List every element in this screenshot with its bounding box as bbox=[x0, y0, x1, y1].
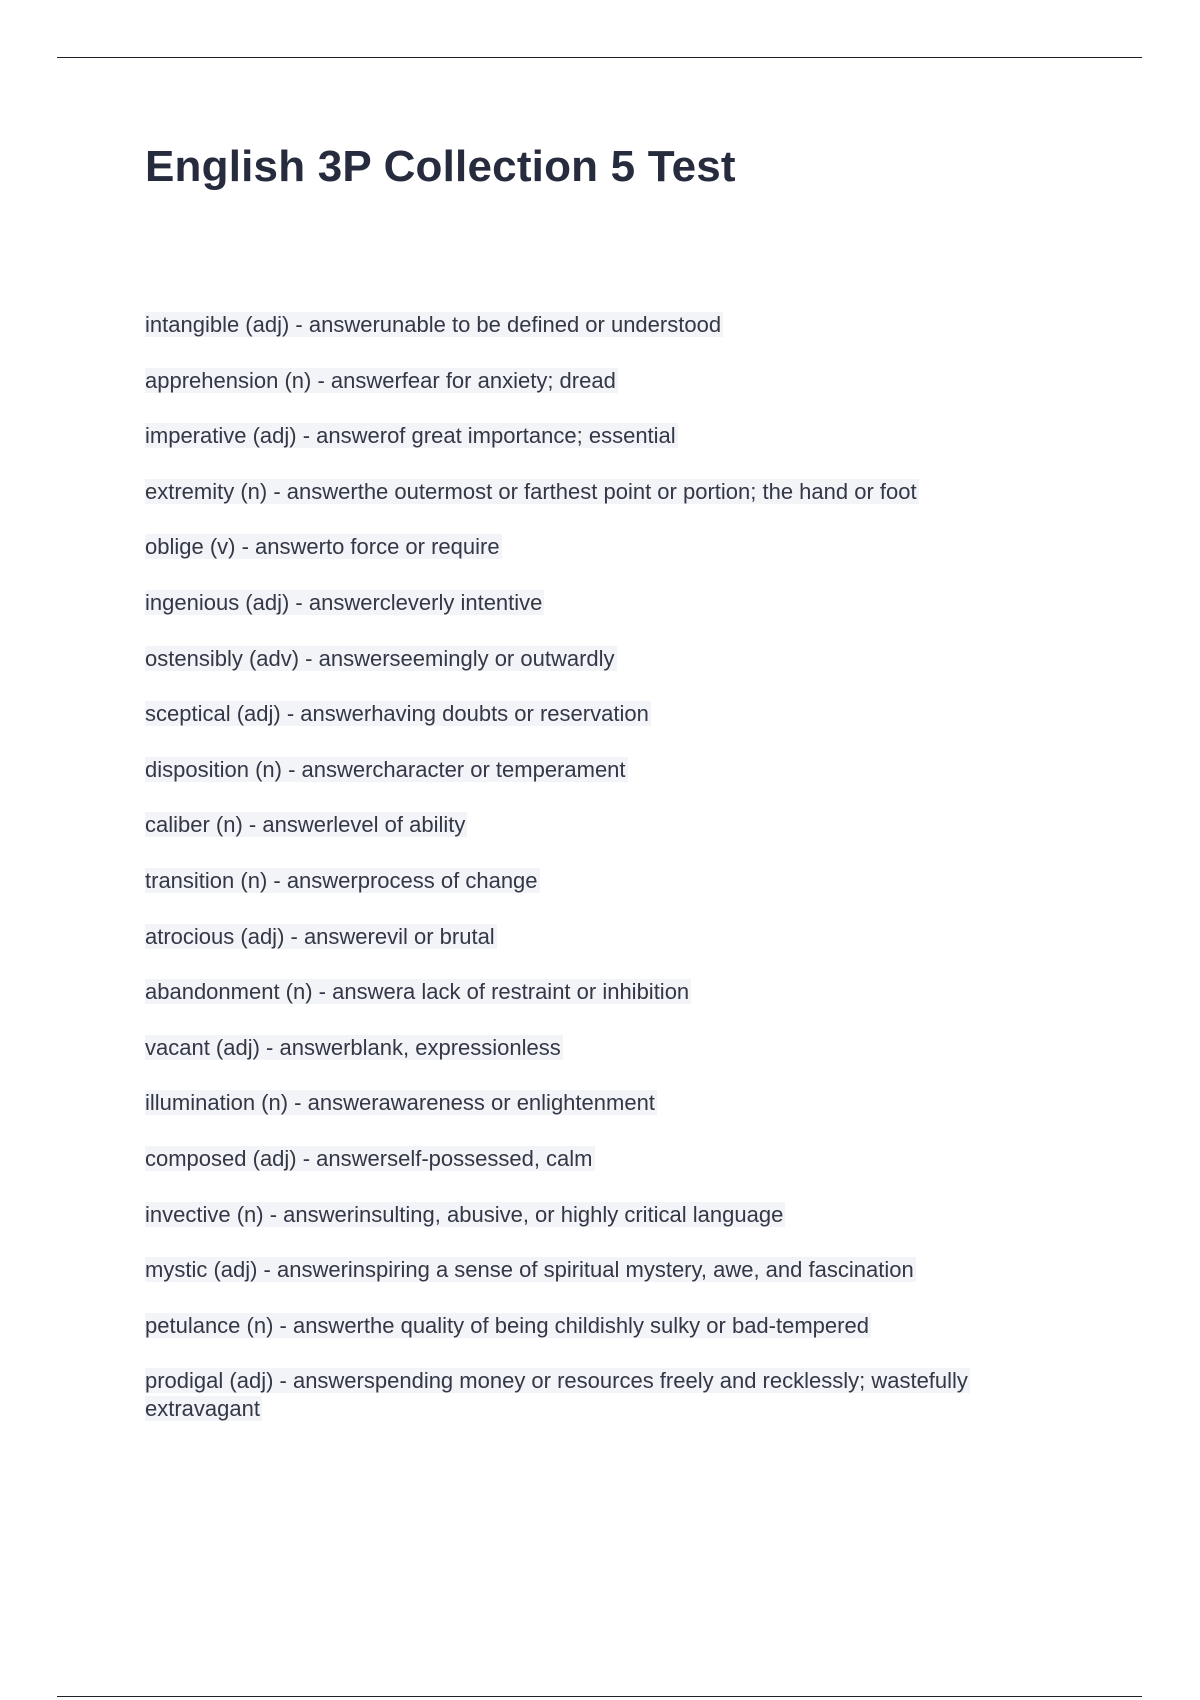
list-item bbox=[145, 1034, 1060, 1062]
entry-text: prodigal (adj) - answerspending money or resources freely and recklessly; wastefully extravagant bbox=[145, 1368, 968, 1422]
entry-text: composed (adj) - answerself-possessed, calm bbox=[145, 1145, 593, 1171]
list-item bbox=[145, 923, 1060, 951]
list-item bbox=[145, 1145, 1060, 1173]
entry-text: ostensibly (adv) - answerseemingly or outwardly bbox=[145, 645, 615, 671]
list-item bbox=[145, 589, 1060, 617]
page-title: English 3P Collection 5 Test bbox=[145, 142, 736, 191]
entry-text: extremity (n) - answerthe outermost or farthest point or portion; the hand or foot bbox=[145, 478, 917, 504]
entry-text: imperative (adj) - answerof great importance; essential bbox=[145, 423, 676, 449]
entry-text: mystic (adj) - answerinspiring a sense of spiritual mystery, awe, and fascination bbox=[145, 1257, 914, 1283]
entry-text: abandonment (n) - answera lack of restraint or inhibition bbox=[145, 979, 690, 1005]
vocabulary-list bbox=[145, 311, 1060, 1451]
entry-text: invective (n) - answerinsulting, abusive, or highly critical language bbox=[145, 1201, 784, 1227]
entry-text: apprehension (n) - answerfear for anxiety; dread bbox=[145, 367, 616, 393]
entry-text: transition (n) - answerprocess of change bbox=[145, 867, 538, 893]
top-rule bbox=[57, 57, 1142, 58]
list-item bbox=[145, 1367, 1060, 1423]
list-item bbox=[145, 1312, 1060, 1340]
list-item bbox=[145, 1256, 1060, 1284]
list-item bbox=[145, 367, 1060, 395]
list-item bbox=[145, 756, 1060, 784]
bottom-rule bbox=[57, 1696, 1142, 1697]
list-item bbox=[145, 478, 1060, 506]
entry-text: caliber (n) - answerlevel of ability bbox=[145, 812, 466, 838]
list-item bbox=[145, 1201, 1060, 1229]
entry-text: intangible (adj) - answerunable to be defined or understood bbox=[145, 312, 722, 337]
list-item bbox=[145, 978, 1060, 1006]
entry-text: oblige (v) - answerto force or require bbox=[145, 534, 500, 560]
entry-text: disposition (n) - answercharacter or temperament bbox=[145, 756, 626, 782]
list-item bbox=[145, 311, 1060, 339]
entry-text: petulance (n) - answerthe quality of being childishly sulky or bad-tempered bbox=[145, 1312, 869, 1338]
list-item bbox=[145, 700, 1060, 728]
entry-text: ingenious (adj) - answercleverly intentive bbox=[145, 589, 543, 615]
entry-text: vacant (adj) - answerblank, expressionless bbox=[145, 1034, 561, 1060]
list-item bbox=[145, 811, 1060, 839]
list-item bbox=[145, 533, 1060, 561]
list-item bbox=[145, 867, 1060, 895]
entry-text: atrocious (adj) - answerevil or brutal bbox=[145, 923, 495, 949]
entry-text: illumination (n) - answerawareness or enlightenment bbox=[145, 1090, 655, 1116]
list-item bbox=[145, 422, 1060, 450]
list-item bbox=[145, 645, 1060, 673]
list-item bbox=[145, 1089, 1060, 1117]
entry-text: sceptical (adj) - answerhaving doubts or reservation bbox=[145, 701, 649, 727]
